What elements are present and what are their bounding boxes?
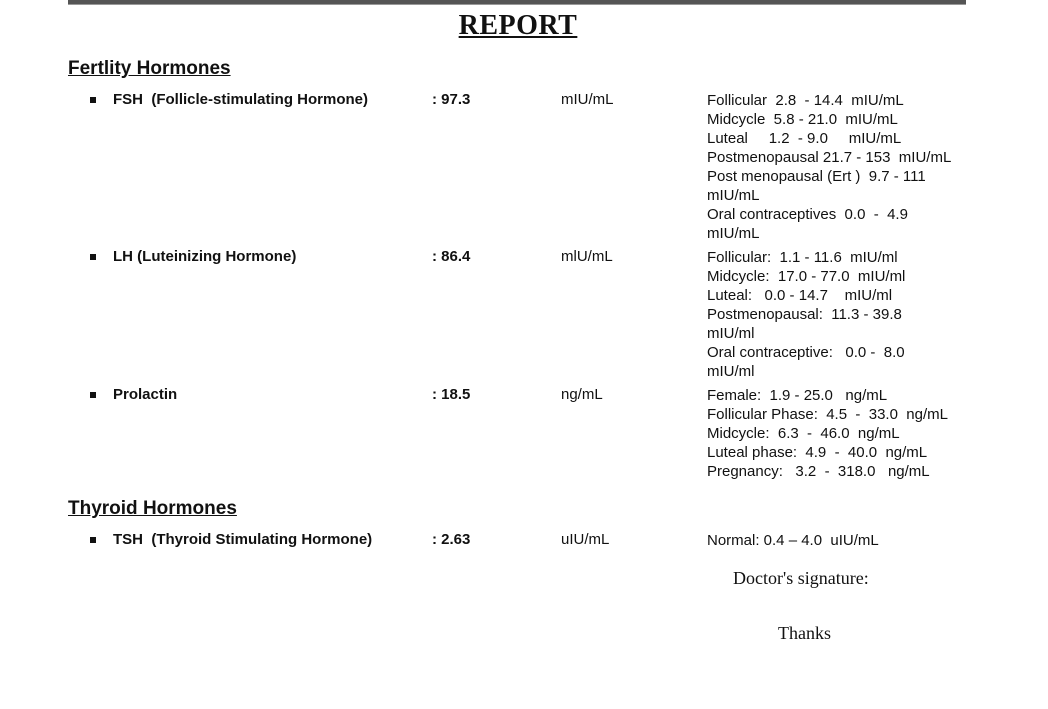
test-unit: mlU/mL bbox=[561, 248, 613, 265]
closing-text: Thanks bbox=[778, 623, 831, 643]
report-title-wrap bbox=[0, 10, 1036, 42]
reference-line: Oral contraceptive: 0.0 - 8.0 bbox=[707, 344, 905, 361]
doctor-signature-label: Doctor's signature: bbox=[733, 568, 869, 588]
reference-range bbox=[707, 248, 982, 381]
reference-line: Midcycle: 17.0 - 77.0 mIU/ml bbox=[707, 268, 906, 285]
reference-line: mIU/mL bbox=[707, 225, 760, 242]
reference-line: Postmenopausal 21.7 - 153 mIU/mL bbox=[707, 149, 952, 166]
reference-line: Female: 1.9 - 25.0 ng/mL bbox=[707, 387, 888, 404]
reference-range bbox=[707, 91, 982, 243]
reference-line: Normal: 0.4 – 4.0 uIU/mL bbox=[707, 532, 879, 549]
test-value: : 2.63 bbox=[432, 531, 471, 548]
reference-line: Midcycle 5.8 - 21.0 mIU/mL bbox=[707, 111, 898, 128]
reference-line: mIU/ml bbox=[707, 363, 755, 380]
test-unit: ng/mL bbox=[561, 386, 603, 403]
reference-range bbox=[707, 386, 982, 481]
reference-line: Follicular: 1.1 - 11.6 mIU/ml bbox=[707, 249, 898, 266]
section-heading-thyroid: Thyroid Hormones bbox=[68, 498, 237, 519]
test-value: : 86.4 bbox=[432, 248, 471, 265]
reference-line: mIU/ml bbox=[707, 325, 755, 342]
test-unit: mIU/mL bbox=[561, 91, 614, 108]
test-value: : 97.3 bbox=[432, 91, 471, 108]
reference-line: Luteal 1.2 - 9.0 mIU/mL bbox=[707, 130, 902, 147]
test-name: Prolactin bbox=[113, 386, 178, 403]
reference-line: Oral contraceptives 0.0 - 4.9 bbox=[707, 206, 908, 223]
bullet-icon bbox=[90, 97, 96, 103]
reference-line: Luteal phase: 4.9 - 40.0 ng/mL bbox=[707, 444, 928, 461]
bullet-icon bbox=[90, 392, 96, 398]
reference-line: Postmenopausal: 11.3 - 39.8 bbox=[707, 306, 902, 323]
reference-line: Follicular Phase: 4.5 - 33.0 ng/mL bbox=[707, 406, 948, 423]
reference-line: Luteal: 0.0 - 14.7 mIU/ml bbox=[707, 287, 893, 304]
top-border bbox=[68, 0, 966, 5]
test-name: TSH (Thyroid Stimulating Hormone) bbox=[113, 531, 373, 548]
bullet-icon bbox=[90, 537, 96, 543]
reference-line: Follicular 2.8 - 14.4 mIU/mL bbox=[707, 92, 904, 109]
test-value: : 18.5 bbox=[432, 386, 471, 403]
reference-line: Pregnancy: 3.2 - 318.0 ng/mL bbox=[707, 463, 930, 480]
section-heading-fertility: Fertlity Hormones bbox=[68, 58, 231, 79]
reference-line: mIU/mL bbox=[707, 187, 760, 204]
reference-line: Midcycle: 6.3 - 46.0 ng/mL bbox=[707, 425, 900, 442]
reference-range bbox=[707, 531, 982, 550]
report-title: REPORT bbox=[458, 10, 578, 41]
test-name: FSH (Follicle-stimulating Hormone) bbox=[113, 91, 369, 108]
test-unit: uIU/mL bbox=[561, 531, 610, 548]
bullet-icon bbox=[90, 254, 96, 260]
reference-line: Post menopausal (Ert ) 9.7 - 111 bbox=[707, 168, 926, 185]
test-name: LH (Luteinizing Hormone) bbox=[113, 248, 297, 265]
